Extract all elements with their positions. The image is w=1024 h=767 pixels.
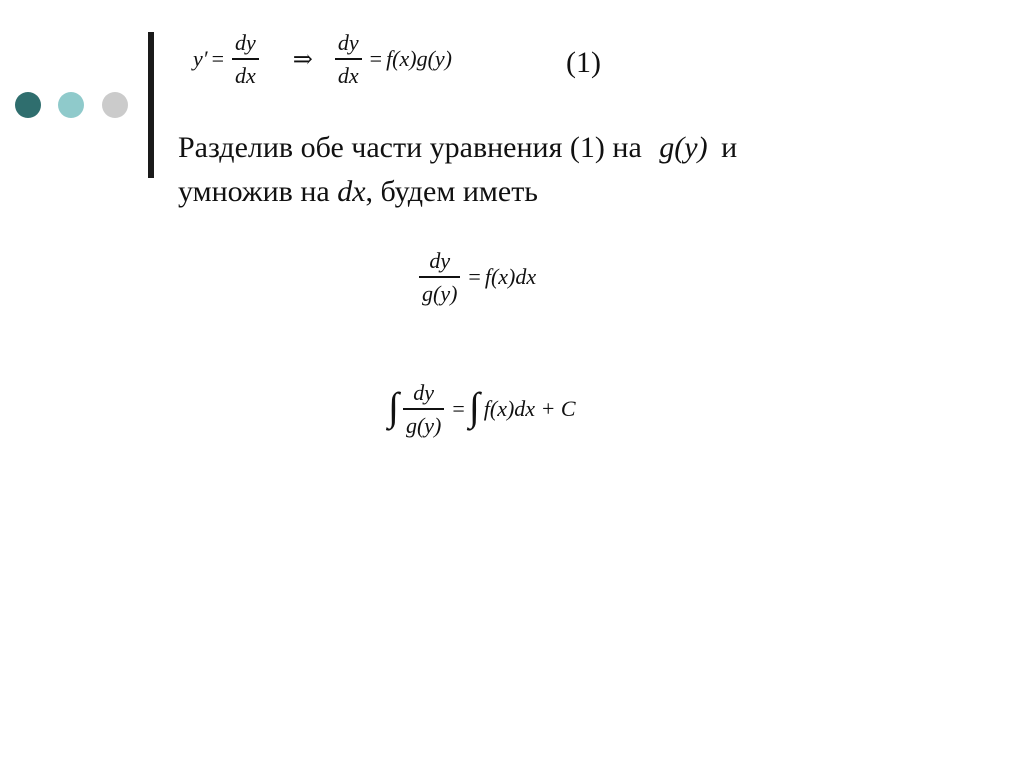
eq1-lhs: y′	[193, 46, 208, 72]
eq3-fraction	[403, 380, 444, 438]
eq3-frac-den: g(y)	[405, 412, 442, 438]
implies-arrow: ⇒	[292, 46, 313, 73]
eq2-equals: =	[468, 264, 481, 290]
eq3-frac-bar	[403, 408, 444, 410]
eq2-rhs: f(x)dx	[484, 264, 537, 290]
eq2-fraction	[419, 248, 460, 306]
eq1-frac-num: dy	[235, 30, 256, 55]
eq1-frac2-num: dy	[337, 30, 359, 55]
line2-start: умножив на	[178, 175, 330, 208]
eq1-fraction-2	[335, 30, 362, 88]
eq2-frac-bar	[419, 276, 460, 278]
paragraph-line-1	[178, 126, 978, 170]
eq1-rhs: f(x)g(y)	[386, 46, 453, 72]
eq1-frac2-bar	[335, 58, 362, 60]
eq1-equals-2: =	[369, 46, 383, 72]
eq3-frac-num: dy	[413, 380, 435, 405]
equation-1	[193, 30, 452, 88]
eq3-equals: =	[452, 396, 465, 422]
equation-2	[415, 248, 536, 306]
eq2-frac-den: g(y)	[422, 280, 458, 306]
line2-end: , будем иметь	[365, 175, 538, 208]
equation-3	[388, 380, 576, 438]
integral-sign-left: ∫	[388, 384, 399, 430]
decor-dot-gray	[102, 92, 128, 118]
paragraph	[178, 126, 978, 214]
decor-dot-dark	[15, 92, 41, 118]
eq3-rhs: f(x)dx + C	[483, 396, 576, 422]
eq1-frac2-den: dx	[337, 62, 359, 88]
line1-end: и	[721, 131, 738, 164]
line1-text: Разделив обе части уравнения (1) на	[178, 131, 642, 164]
eq1-equals: =	[211, 46, 224, 72]
eq2-frac-num: dy	[429, 248, 451, 273]
paragraph-line-2	[178, 170, 978, 214]
equation-number: (1)	[566, 46, 601, 79]
eq1-frac-den: dx	[235, 62, 256, 88]
integral-sign-right: ∫	[468, 384, 480, 430]
line2-math: dx	[337, 175, 366, 208]
eq1-frac-bar	[232, 58, 259, 60]
eq1-fraction	[232, 30, 259, 88]
line1-math: g(y)	[659, 131, 708, 164]
decor-vertical-bar	[148, 32, 154, 178]
decor-dot-light	[58, 92, 84, 118]
